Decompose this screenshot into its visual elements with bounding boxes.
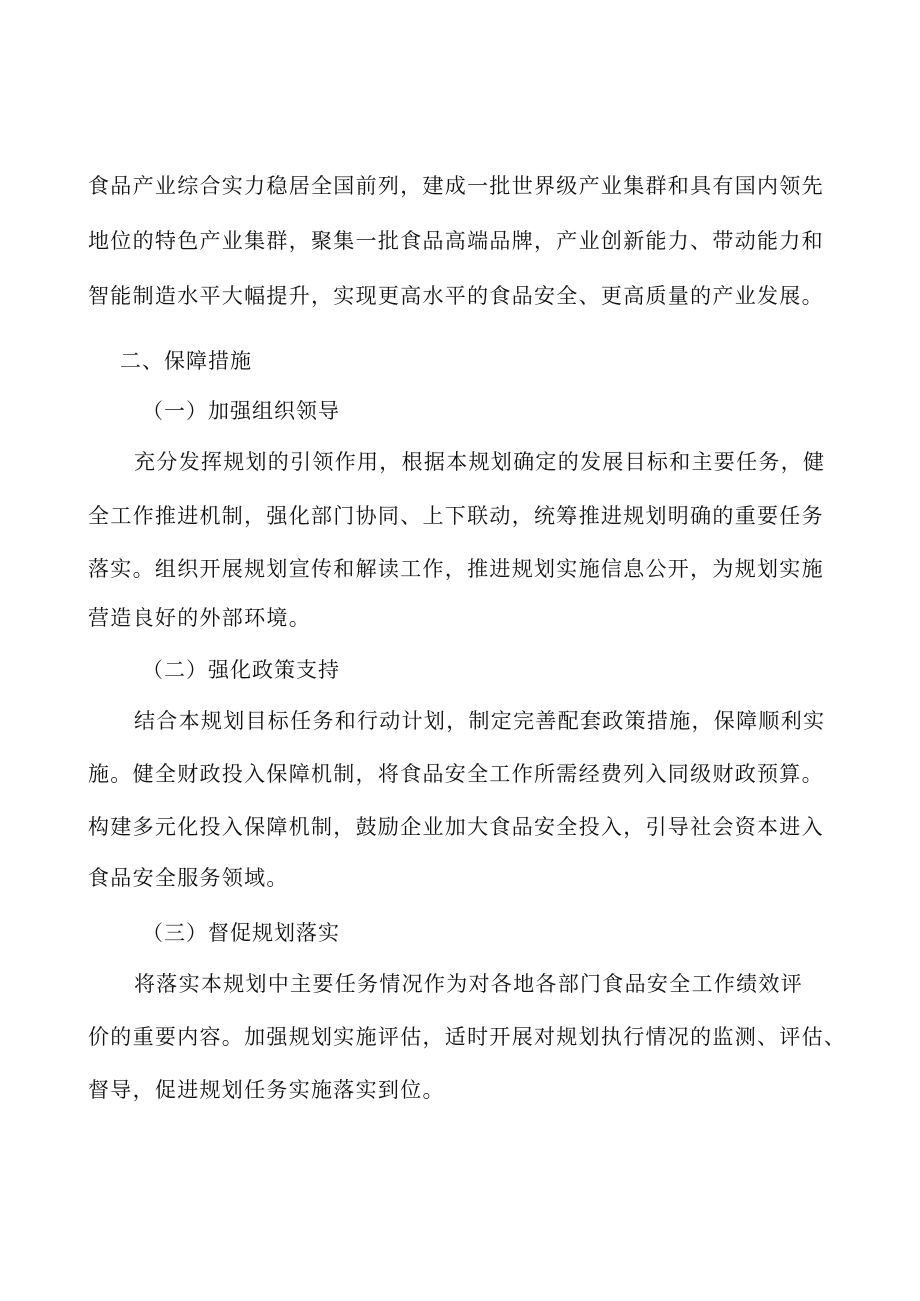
sub3-line-1: 将落实本规划中主要任务情况作为对各地各部门食品安全工作绩效评 bbox=[134, 972, 803, 996]
sub1-line-2: 全工作推进机制，强化部门协同、上下联动，统筹推进规划明确的重要任务 bbox=[88, 504, 824, 528]
sub1-line-1: 充分发挥规划的引领作用，根据本规划确定的发展目标和主要任务，健 bbox=[134, 450, 826, 474]
subsection-title-2: （二）强化政策支持 bbox=[142, 658, 340, 682]
sub2-line-1: 结合本规划目标任务和行动计划，制定完善配套政策措施，保障顺利实 bbox=[134, 709, 826, 733]
sub1-line-4: 营造良好的外部环境。 bbox=[88, 606, 311, 630]
intro-line-1: 食品产业综合实力稳居全国前列，建成一批世界级产业集群和具有国内领先 bbox=[88, 174, 824, 198]
subsection-title-3: （三）督促规划落实 bbox=[142, 921, 340, 945]
sub1-line-3: 落实。组织开展规划宣传和解读工作，推进规划实施信息公开，为规划实施 bbox=[88, 557, 824, 581]
sub3-line-2: 价的重要内容。加强规划实施评估，适时开展对规划执行情况的监测、评估、 bbox=[88, 1025, 847, 1049]
section-title: 二、保障措施 bbox=[120, 349, 252, 373]
sub2-line-2: 施。健全财政投入保障机制，将食品安全工作所需经费列入同级财政预算。 bbox=[88, 762, 824, 786]
intro-line-3: 智能制造水平大幅提升，实现更高水平的食品安全、更高质量的产业发展。 bbox=[88, 284, 824, 308]
sub2-line-4: 食品安全服务领域。 bbox=[88, 866, 289, 890]
subsection-title-1: （一）加强组织领导 bbox=[142, 399, 340, 423]
sub3-line-3: 督导，促进规划任务实施落实到位。 bbox=[88, 1078, 445, 1102]
intro-line-2: 地位的特色产业集群，聚集一批食品高端品牌，产业创新能力、带动能力和 bbox=[88, 229, 824, 253]
sub2-line-3: 构建多元化投入保障机制，鼓励企业加大食品安全投入，引导社会资本进入 bbox=[88, 815, 824, 839]
